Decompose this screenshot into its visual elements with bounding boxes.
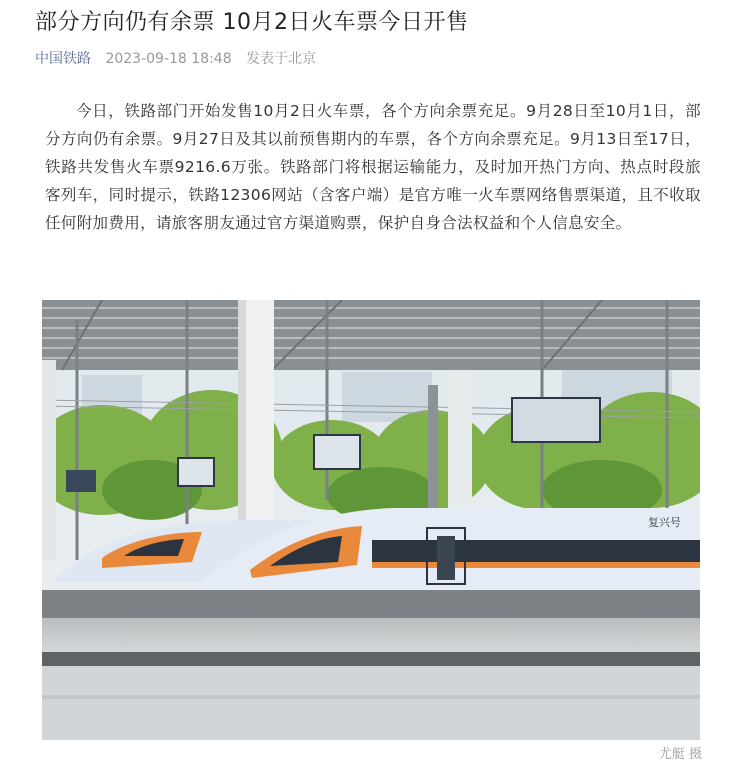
station-column-right: [448, 370, 472, 510]
article-paragraph: 今日，铁路部门开始发售10月2日火车票，各个方向余票充足。9月28日至10月1日，部分方向仍有余票。9月27日及其以前预售期内的车票，各个方向余票充足。9月13日至17日，铁路共发售火车票9216.6万张。铁路部门将根据运输能力，及时加开热门方向、热点时段旅客列车，同时提示，铁路12306网站（含客户端）是官方唯一火车票网络售票渠道，且不收取任何附加费用，请旅客朋友通过官方渠道购票，保护自身合法权益和个人信息安全。: [45, 102, 701, 232]
article-title: 部分方向仍有余票 10月2日火车票今日开售: [35, 10, 469, 35]
source-account-link[interactable]: 中国铁路: [35, 51, 91, 67]
article-meta: [35, 49, 316, 69]
platform-foreground: [42, 666, 700, 740]
photo-credit: 尤艇 摄: [658, 747, 702, 762]
train-station-illustration: [42, 300, 700, 740]
station-canopy: [42, 300, 700, 370]
publish-time: 2023-09-18 18:48: [105, 51, 232, 67]
article-photo[interactable]: [42, 300, 700, 740]
track-bed: [42, 590, 700, 618]
train-name-label: 复兴号: [648, 516, 681, 529]
publish-location: 发表于北京: [246, 51, 317, 67]
station-column-edge: [42, 360, 56, 560]
